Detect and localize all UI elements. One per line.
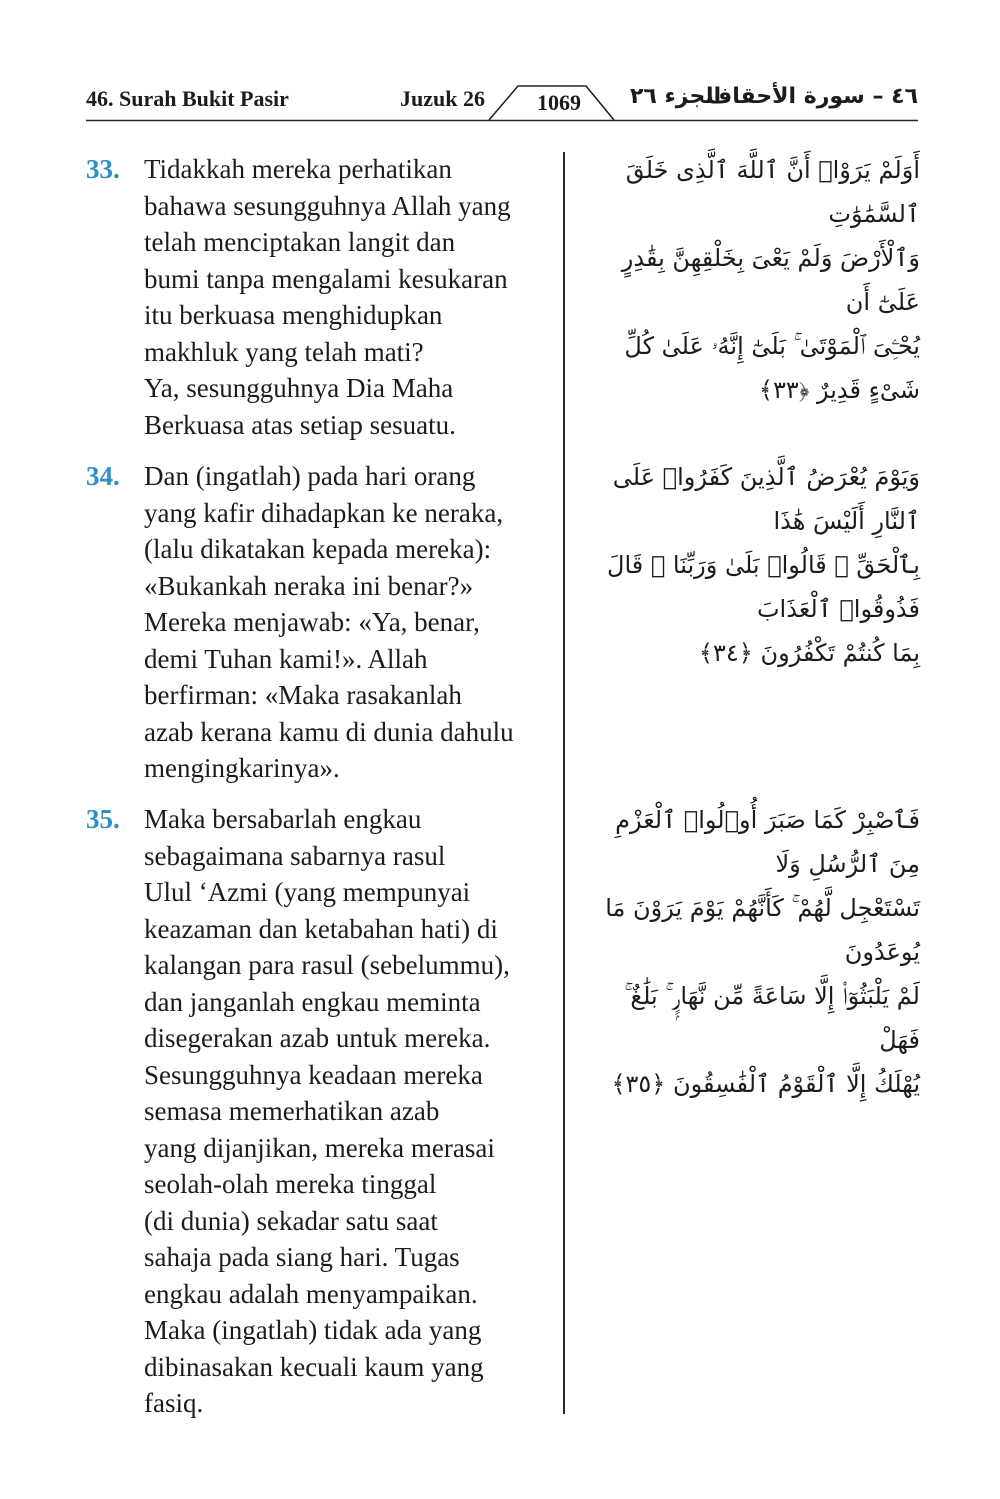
surah-title-arabic: ٤٦ – سورة الأحقاف — [706, 84, 918, 109]
verse-33-arabic: أَوَلَمْ يَرَوْا۟ أَنَّ ٱللَّهَ ٱلَّذِى خَلَقَ ٱلسَّمَٰوَٰتِ وَٱلْأَرْضَ وَلَمْ يَعْىَ بِخَلْقِهِنَّ بِقَٰدِرٍ عَلَىٰٓ أَن يُحْـِۧىَ ٱلْمَوْتَىٰ ۚ بَلَىٰٓ إِنَّهُۥ عَلَىٰ كُلِّ شَىْءٍ قَدِيرٌ ﴿٣٣﴾ — [621, 156, 920, 404]
verse-33-translation — [86, 151, 556, 443]
verse-34-translation — [86, 458, 556, 787]
page-header — [86, 80, 918, 120]
verse-text: Dan (ingatlah) pada hari orang yang kafir dihadapkan ke neraka, (lalu dikatakan kepada mereka): «Bukankah neraka ini benar?» Mereka menjawab: «Ya, benar, demi Tuhan kami!». Allah berfirman: «Maka rasakanlah azab kerana kamu di dunia dahulu mengingkarinya». — [144, 461, 514, 783]
verse-35-arabic: فَٱصْبِرْ كَمَا صَبَرَ أُو۟لُوا۟ ٱلْعَزْمِ مِنَ ٱلرُّسُلِ وَلَا تَسْتَعْجِل لَّهُمْ ۚ كَأَنَّهُمْ يَوْمَ يَرَوْنَ مَا يُوعَدُونَ لَمْ يَلْبَثُوٓا۟ إِلَّا سَاعَةً مِّن نَّهَارٍۭ ۚ بَلَٰغٌ ۚ فَهَلْ يُهْلَكُ إِلَّا ٱلْقَوْمُ ٱلْفَٰسِقُونَ ﴿٣٥﴾ — [605, 806, 920, 1098]
verse-35-translation — [86, 801, 556, 1422]
verse-number: 33. — [86, 154, 120, 184]
surah-title-latin: 46. Surah Bukit Pasir — [86, 86, 289, 111]
verse-text: Maka bersabarlah engkau sebagaimana sabarnya rasul Ulul ‘Azmi (yang mempunyai keazaman dan ketabahan hati) di kalangan para rasul (sebelummu), dan janganlah engkau meminta disegerakan azab untuk mereka. Sesungguhnya keadaan mereka semasa memerhatikan azab yang dijanjikan, mereka merasai seolah-olah mereka tinggal (di dunia) sekadar satu saat sahaja pada siang hari. Tugas engkau adalah menyampaikan. Maka (ingatlah) tidak ada yang dibinasakan kecuali kaum yang fasiq. — [144, 804, 510, 1418]
juz-label-arabic: الجزء ٢٦ — [630, 84, 722, 109]
verse-34-arabic: وَيَوْمَ يُعْرَضُ ٱلَّذِينَ كَفَرُوا۟ عَلَى ٱلنَّارِ أَلَيْسَ هَٰذَا بِٱلْحَقِّ ۖ قَالُوا۟ بَلَىٰ وَرَبِّنَا ۚ قَالَ فَذُوقُوا۟ ٱلْعَذَابَ بِمَا كُنتُمْ تَكْفُرُونَ ﴿٣٤﴾ — [607, 463, 920, 667]
verse-number: 35. — [86, 804, 120, 834]
juz-label-latin: Juzuk 26 — [400, 86, 485, 111]
verse-text: Tidakkah mereka perhatikan bahawa sesungguhnya Allah yang telah menciptakan langit dan bumi tanpa mengalami kesukaran itu berkuasa menghidupkan makhluk yang telah mati? Ya, sesungguhnya Dia Maha Berkuasa atas setiap sesuatu. — [144, 154, 511, 440]
verse-number: 34. — [86, 461, 120, 491]
page-number: 1069 — [537, 90, 581, 115]
column-divider — [563, 152, 565, 1414]
